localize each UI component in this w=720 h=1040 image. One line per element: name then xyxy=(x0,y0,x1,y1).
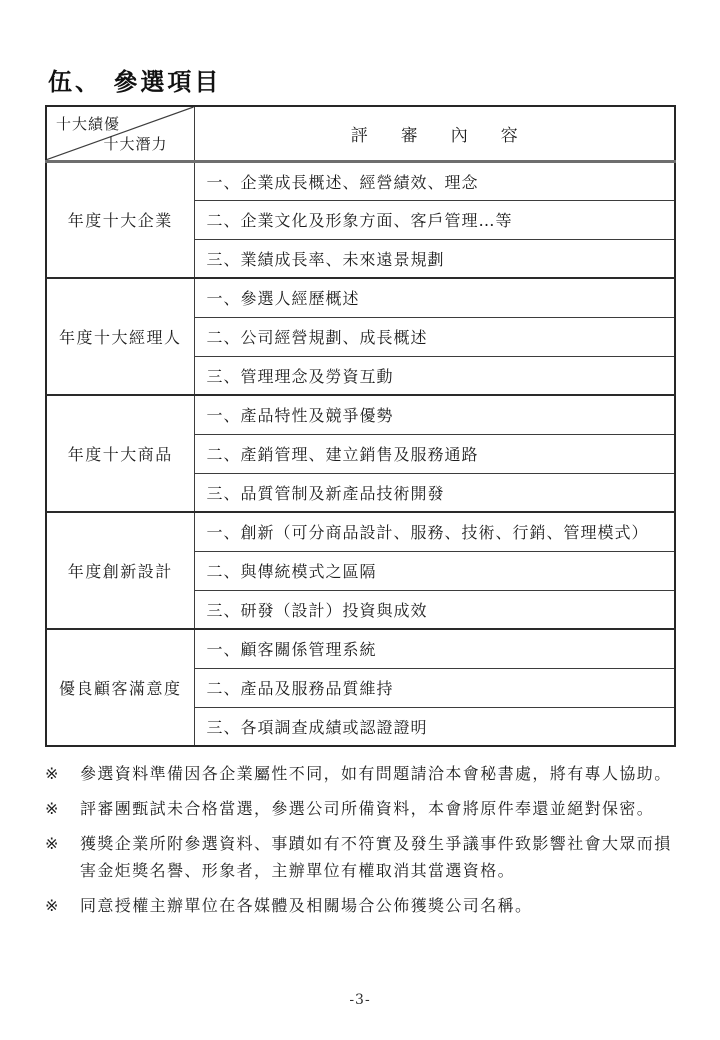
reference-mark-icon: ※ xyxy=(45,896,59,915)
criteria-cell: 一、企業成長概述、經營績效、理念 xyxy=(194,161,675,200)
reference-mark-icon: ※ xyxy=(45,799,59,818)
page-number: -3- xyxy=(349,992,371,1008)
table-row xyxy=(46,395,675,434)
criteria-cell: 一、顧客關係管理系統 xyxy=(194,629,675,668)
criteria-cell: 二、與傳統模式之區隔 xyxy=(194,551,675,590)
criteria-cell: 一、產品特性及競爭優勢 xyxy=(194,395,675,434)
reference-mark-icon: ※ xyxy=(45,764,59,783)
criteria-cell: 三、管理理念及勞資互動 xyxy=(194,356,675,395)
table-header-row xyxy=(46,106,675,161)
footnote-item xyxy=(45,892,676,919)
criteria-cell: 三、品質管制及新產品技術開發 xyxy=(194,473,675,512)
category-cell: 年度十大商品 xyxy=(46,395,194,512)
criteria-cell: 二、產銷管理、建立銷售及服務通路 xyxy=(194,434,675,473)
table-corner-cell xyxy=(46,106,194,161)
footnote-item xyxy=(45,830,676,884)
column-header-review-content: 評 審 內 容 xyxy=(194,106,675,161)
footnote-item xyxy=(45,760,676,787)
category-cell: 優良顧客滿意度 xyxy=(46,629,194,746)
criteria-cell: 一、創新（可分商品設計、服務、技術、行銷、管理模式） xyxy=(194,512,675,551)
criteria-cell: 二、產品及服務品質維持 xyxy=(194,668,675,707)
category-cell: 年度十大經理人 xyxy=(46,278,194,395)
criteria-cell: 一、參選人經歷概述 xyxy=(194,278,675,317)
table-row xyxy=(46,161,675,200)
table-row xyxy=(46,629,675,668)
corner-label-bottom: 十大潛力 xyxy=(103,134,168,153)
corner-label-top: 十大績優 xyxy=(56,115,121,133)
footnote-item xyxy=(45,795,676,822)
criteria-cell: 三、研發（設計）投資與成效 xyxy=(194,590,675,629)
footnote-text: 同意授權主辦單位在各媒體及相關場合公佈獲獎公司名稱。 xyxy=(80,896,533,915)
criteria-cell: 三、業績成長率、未來遠景規劃 xyxy=(194,239,675,278)
criteria-cell: 三、各項調查成績或認證證明 xyxy=(194,707,675,746)
footnote-text: 評審團甄試未合格當選，參選公司所備資料，本會將原件奉還並絕對保密。 xyxy=(80,799,655,818)
reference-mark-icon: ※ xyxy=(45,834,59,853)
footnote-text: 參選資料準備因各企業屬性不同，如有問題請洽本會秘書處，將有專人協助。 xyxy=(80,764,672,783)
footnote-text: 獲獎企業所附參選資料、事蹟如有不符實及發生爭議事件致影響社會大眾而損害金炬獎名譽、形象者，主辦單位有權取消其當選資格。 xyxy=(80,834,672,880)
table-row xyxy=(46,278,675,317)
page-title: 伍、 參選項目 xyxy=(48,67,222,96)
table-row xyxy=(46,512,675,551)
criteria-cell: 二、企業文化及形象方面、客戶管理…等 xyxy=(194,200,675,239)
footnotes-list xyxy=(45,760,676,927)
category-cell: 年度十大企業 xyxy=(46,161,194,278)
category-cell: 年度創新設計 xyxy=(46,512,194,629)
criteria-cell: 二、公司經營規劃、成長概述 xyxy=(194,317,675,356)
review-criteria-table xyxy=(45,105,676,747)
